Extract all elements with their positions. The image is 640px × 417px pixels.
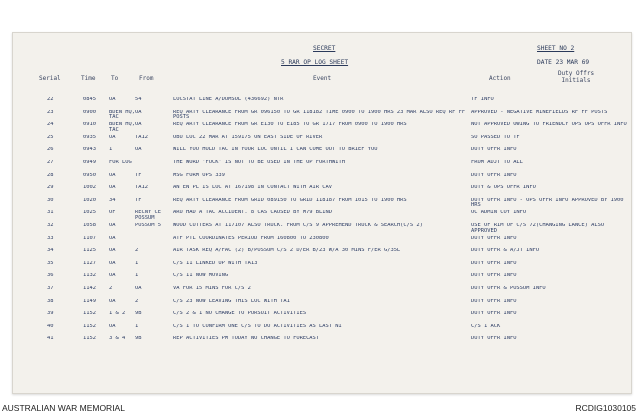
- log-row: [13, 221, 631, 234]
- log-time-cell: 0900: [83, 109, 96, 115]
- log-action-cell: DUTY & OPS OFFR INFO: [471, 185, 536, 191]
- log-to-cell: OA: [109, 185, 116, 191]
- log-event-cell: MSG FORM OPS 339: [173, 172, 225, 178]
- log-from-cell: TA12: [135, 185, 148, 191]
- log-serial-cell: 25: [47, 134, 54, 140]
- log-to-cell: OA: [109, 222, 116, 228]
- log-to-cell: OA: [109, 134, 116, 140]
- log-from-cell: OA: [135, 122, 142, 128]
- sheet-title: 5 RAR OP LOG SHEET: [281, 59, 349, 66]
- log-row: [13, 309, 631, 322]
- log-serial-cell: 29: [47, 185, 54, 191]
- log-event-cell: REQ ARTY CLEARANCE FROM GR E130 TO E185 TO GR 1717 FROM 0900 TO 1900 HRS: [173, 122, 407, 128]
- log-row: [13, 108, 631, 121]
- log-row: [13, 297, 631, 310]
- log-time-cell: 1025: [83, 210, 96, 216]
- log-action-cell: DUTY OFFR INFO: [471, 147, 517, 153]
- log-time-cell: 1152: [83, 311, 96, 317]
- log-row: [13, 171, 631, 184]
- log-time-cell: 0949: [83, 159, 96, 165]
- log-serial-cell: 26: [47, 147, 54, 153]
- log-serial-cell: 24: [47, 122, 54, 128]
- sheet-number: SHEET NO 2: [537, 45, 575, 52]
- log-serial-cell: 34: [47, 248, 54, 254]
- log-action-cell: DUTY OFFR INFO: [471, 273, 517, 279]
- log-row: [13, 95, 631, 108]
- log-to-cell: 3 & 4: [109, 336, 126, 342]
- log-event-cell: C/S 11 NOW MOVING: [173, 273, 229, 279]
- log-to-cell: OF: [109, 210, 116, 216]
- log-row: [13, 145, 631, 158]
- log-event-cell: ATF PTL COORDINATES PERIOD FROM 160800 TO 230800: [173, 235, 329, 241]
- log-serial-cell: 27: [47, 159, 54, 165]
- log-to-cell: 1: [109, 147, 113, 153]
- log-row: [13, 120, 631, 133]
- log-from-cell: POSSUM 5: [135, 222, 161, 228]
- log-time-cell: 1020: [83, 197, 96, 203]
- sheet-date: DATE 23 MAR 69: [537, 59, 590, 66]
- log-to-cell: 1 & 2: [109, 311, 126, 317]
- log-event-cell: OBU LOC 22 MAR AT 159175 ON EAST SIDE OF RIVER: [173, 134, 323, 140]
- log-from-cell: OA: [135, 147, 142, 153]
- col-header-serial: Serial: [39, 75, 61, 82]
- log-serial-cell: 31: [47, 210, 54, 216]
- log-to-cell: OA: [109, 235, 116, 241]
- log-row: [13, 259, 631, 272]
- log-time-cell: 1142: [83, 285, 96, 291]
- log-from-cell: RECNY CE POSSUM: [135, 210, 161, 222]
- log-row: [13, 133, 631, 146]
- log-serial-cell: 37: [47, 285, 54, 291]
- log-event-cell: AIR TASK REQ A/FAC (2) B/POSSUM C/S 2 D/ER B/23 W/A 30 MINS F/ER G/35L: [173, 248, 401, 254]
- log-from-cell: 1: [135, 260, 139, 266]
- log-event-cell: C/S 11 LINKED UP WITH TA13: [173, 260, 258, 266]
- log-row: [13, 246, 631, 259]
- log-to-cell: BDEN HQ, TAC: [109, 109, 135, 121]
- log-action-cell: OC ADMIN COY INFO: [471, 210, 527, 216]
- log-event-cell: WILL YOU HOLD TAC IN YOUR LOC UNTIL I CAN COME OUT TO BRIEF YOU: [173, 147, 378, 153]
- log-action-cell: DUTY OFFR INFO: [471, 260, 517, 266]
- log-action-cell: DUTY OFFR INFO: [471, 311, 517, 317]
- log-action-cell: NOT APPROVED OWING TO FRIENDLY OPS OPS OFFR INFO: [471, 122, 627, 128]
- log-to-cell: BDEN HQ, TAC: [109, 122, 135, 133]
- log-time-cell: 1125: [83, 248, 96, 254]
- log-time-cell: 0845: [83, 97, 96, 102]
- archive-credit: AUSTRALIAN WAR MEMORIAL: [2, 403, 125, 413]
- log-from-cell: 1: [135, 273, 139, 279]
- log-event-cell: C/S 2 & 1 NO CHANGE TO PURSUIT ACTIVITIES: [173, 311, 307, 317]
- log-row: [13, 271, 631, 284]
- log-serial-cell: 41: [47, 336, 54, 342]
- log-time-cell: 0943: [83, 147, 96, 153]
- log-action-cell: USE OF RIM OF C/S 72(CHANGING LANCE) ALSO APPROVED: [471, 222, 605, 234]
- log-row: [13, 284, 631, 297]
- log-row: [13, 234, 631, 247]
- log-action-cell: FROM ADJT TO ALL: [471, 159, 523, 165]
- col-header-to: To: [111, 75, 119, 82]
- log-from-cell: TA12: [135, 134, 148, 140]
- log-event-cell: THE WORD 'FUCK' IS NOT TO BE USED IN THE OP FORTHWITH: [173, 159, 346, 165]
- log-to-cell: OA: [109, 248, 116, 254]
- log-row: [13, 208, 631, 221]
- col-header-event: Event: [313, 75, 332, 82]
- log-time-cell: 1058: [83, 222, 96, 228]
- log-to-cell: OA: [109, 97, 116, 102]
- log-serial-cell: 33: [47, 235, 54, 241]
- classification-heading: SECRET: [313, 45, 336, 52]
- log-row: [13, 158, 631, 171]
- log-from-cell: 54: [135, 97, 142, 102]
- log-to-cell: 2: [109, 285, 113, 291]
- log-time-cell: 1107: [83, 235, 96, 241]
- log-time-cell: 1132: [83, 273, 96, 279]
- col-header-action: Action: [489, 75, 511, 82]
- log-action-cell: DUTY OFFR INFO: [471, 235, 517, 241]
- log-row: [13, 334, 631, 347]
- log-action-cell: DUTY OFFR INFO - OPS OFFR INFO APPROVED BY 1900 HRS: [471, 197, 624, 209]
- col-header-initials: Duty Offrs Initials: [557, 70, 595, 84]
- log-event-cell: VA FOR 15 MINS FOR C/S 2: [173, 285, 251, 291]
- log-event-cell: LOCSTAT LINE A/DUMSOL (436692) NTR: [173, 97, 284, 102]
- log-entries: [13, 95, 631, 347]
- log-to-cell: OA: [109, 273, 116, 279]
- log-serial-cell: 36: [47, 273, 54, 279]
- log-serial-cell: 40: [47, 323, 54, 329]
- log-action-cell: TF INFO: [471, 97, 494, 102]
- log-action-cell: DUTY OFFR INFO: [471, 336, 517, 342]
- log-time-cell: 1002: [83, 185, 96, 191]
- log-from-cell: 2: [135, 248, 139, 254]
- log-from-cell: TF: [135, 172, 142, 178]
- log-from-cell: 9B: [135, 311, 142, 317]
- log-serial-cell: 38: [47, 298, 54, 304]
- log-action-cell: DUTY OFFR & A/JT INFO: [471, 248, 540, 254]
- log-to-cell: FOR LOG: [109, 159, 132, 165]
- log-action-cell: C/S 1 ACK: [471, 323, 501, 329]
- col-header-from: From: [139, 75, 154, 82]
- log-event-cell: C/S 1 TO CONFIRM ONE C/S TO DO ACTIVITIES AS LAST NI: [173, 323, 342, 329]
- archive-reference: RCDIG1030105: [575, 403, 636, 413]
- log-row: [13, 322, 631, 335]
- log-event-cell: REP ACTIVITIES PM TODAY NO CHANGE TO FORECAST: [173, 336, 320, 342]
- log-action-cell: DUTY OFFR & POSSUM INFO: [471, 285, 546, 291]
- log-time-cell: 1152: [83, 336, 96, 342]
- log-sheet: [12, 32, 632, 394]
- log-time-cell: 1152: [83, 323, 96, 329]
- log-event-cell: REQ ARTY CLEARANCE FROM GR 096150 TO GR 118182 TIME 0900 TO 1900 HRS 23 MAR ALSO REQ RF FF POSTS: [173, 109, 466, 121]
- log-action-cell: APPROVED - NEGATIVE MINEFIELDS RF FF POSTS: [471, 109, 608, 115]
- log-serial-cell: 35: [47, 260, 54, 266]
- log-action-cell: SO PASSED TO TF: [471, 134, 520, 140]
- log-time-cell: 0910: [83, 122, 96, 128]
- log-event-cell: ARU HAD A TAC ACCIDENT. 8 CAS CAUSED BY M79 BLIND: [173, 210, 333, 216]
- log-from-cell: 9B: [135, 336, 142, 342]
- log-event-cell: C/S 23 NOW LEAVING THIS LOC WITH TA1: [173, 298, 290, 304]
- log-to-cell: 34: [109, 197, 116, 203]
- col-header-time: Time: [81, 75, 96, 82]
- log-action-cell: DUTY OFFR INFO: [471, 298, 517, 304]
- log-to-cell: OA: [109, 298, 116, 304]
- log-time-cell: 1127: [83, 260, 96, 266]
- log-action-cell: DUTY OFFR INFO: [471, 172, 517, 178]
- log-event-cell: WOOD CUTTERS AT 117107 ALSO TRUCK. FROM C/S 9 APPREHEND TRUCK & SEARCH(C/S 2): [173, 222, 423, 228]
- log-event-cell: AN EN PL IS LOC AT 167198 IN CONTACT WITH AIR CAV: [173, 185, 333, 191]
- log-serial-cell: 39: [47, 311, 54, 317]
- log-serial-cell: 28: [47, 172, 54, 178]
- log-time-cell: 1149: [83, 298, 96, 304]
- log-time-cell: 0950: [83, 172, 96, 178]
- log-serial-cell: 32: [47, 222, 54, 228]
- log-from-cell: TF: [135, 197, 142, 203]
- log-to-cell: OA: [109, 260, 116, 266]
- log-to-cell: OA: [109, 323, 116, 329]
- log-from-cell: OA: [135, 109, 142, 115]
- log-row: [13, 196, 631, 209]
- log-time-cell: 0935: [83, 134, 96, 140]
- log-from-cell: 1: [135, 323, 139, 329]
- log-to-cell: OA: [109, 172, 116, 178]
- log-event-cell: REQ ARTY CLEARANCE FROM GRID 089150 TO GRID 118187 FROM 1015 TO 1900 HRS: [173, 197, 407, 203]
- log-serial-cell: 22: [47, 97, 54, 102]
- log-serial-cell: 23: [47, 109, 54, 115]
- log-from-cell: 2: [135, 298, 139, 304]
- log-serial-cell: 30: [47, 197, 54, 203]
- log-from-cell: OA: [135, 285, 142, 291]
- log-row: [13, 183, 631, 196]
